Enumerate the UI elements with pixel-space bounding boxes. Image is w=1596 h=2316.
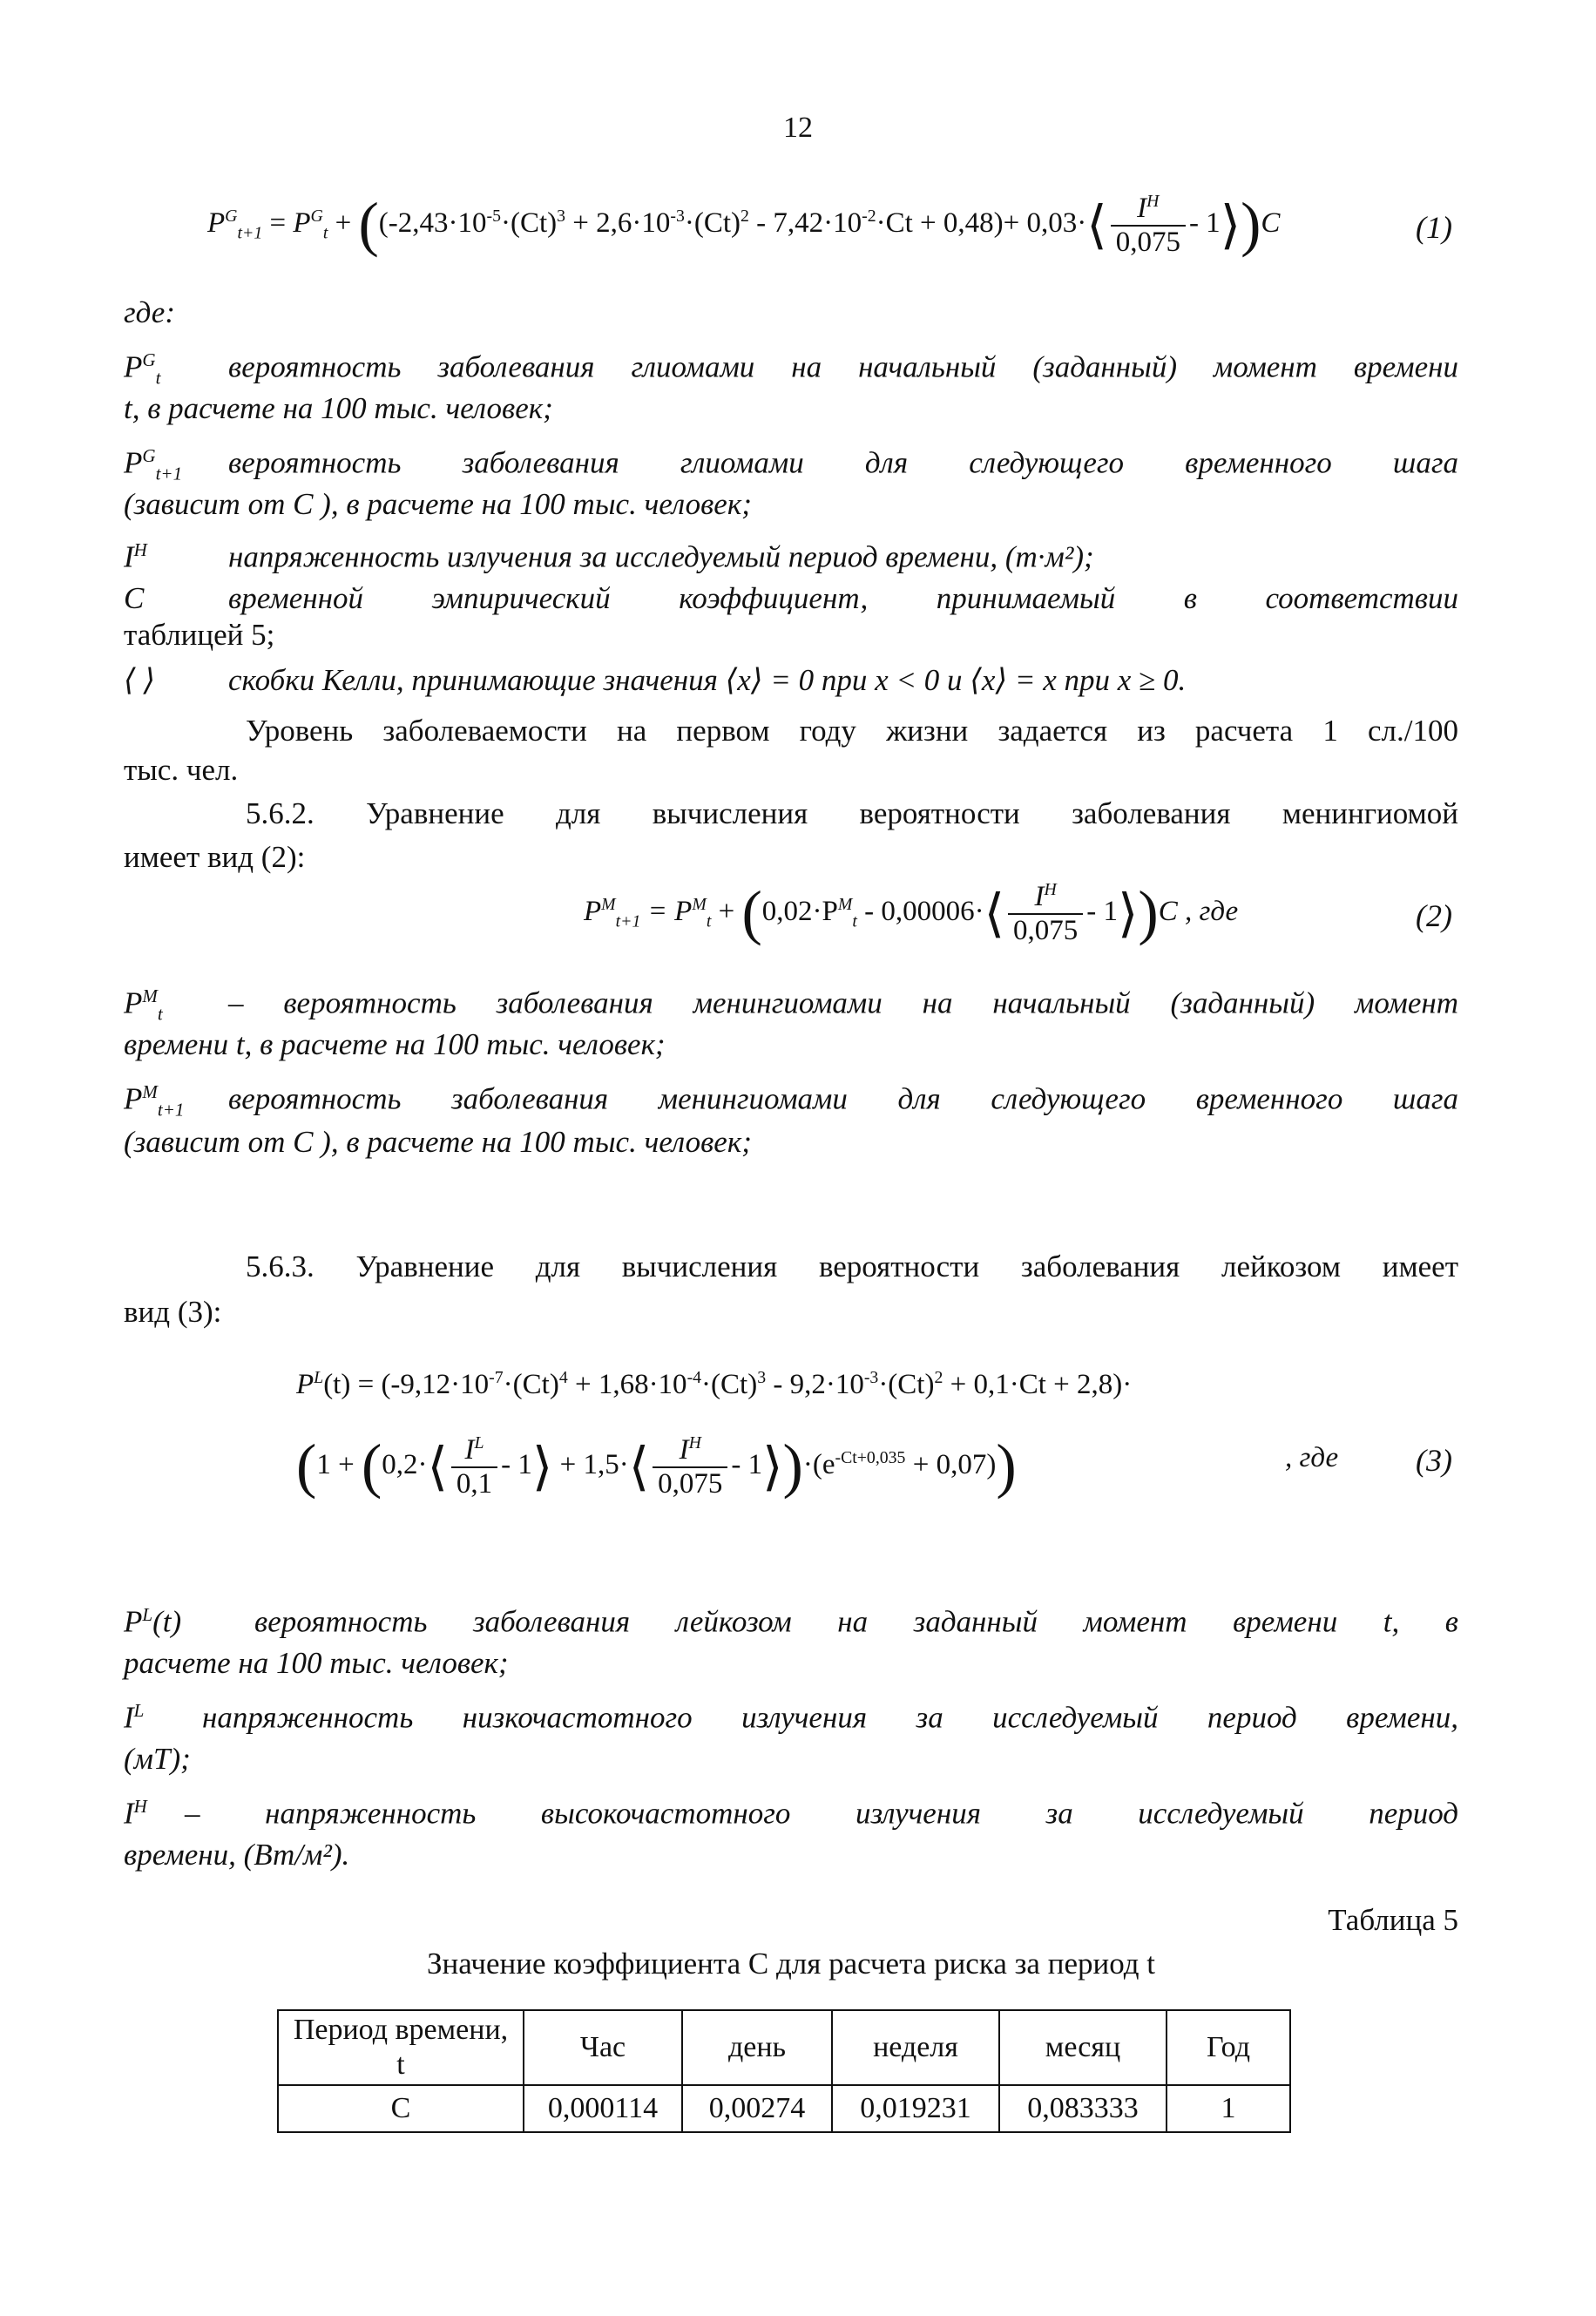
table-header-cell: день	[682, 2010, 832, 2085]
def-pg-t: $P^G_t$ вероятность заболевания глиомами на начальный (заданный) момент времени	[124, 349, 1458, 389]
def-pm-t1-cont: (зависит от C ), в расчете на 100 тыс. человек;	[124, 1125, 752, 1159]
def-c-cont: таблицей 5;	[124, 618, 275, 652]
table-header-cell: Период времени, t	[278, 2010, 524, 2085]
table-header-cell: неделя	[832, 2010, 999, 2085]
def-pg-t1-cont: (зависит от C ), в расчете на 100 тыс. человек;	[124, 487, 752, 521]
table-cell: 1	[1167, 2085, 1290, 2132]
equation-2: $P^M_{t+1} = P^M_t + (0,02\cdot P^M_t$ - 0,00006·⟨ $\frac{I^H}{0,075}$ - 1⟩)C , где	[584, 879, 1239, 947]
section-5-6-2-cont: имеет вид (2):	[124, 840, 306, 874]
def-il: $I^L$ напряженность низкочастотного излучения за исследуемый период времени,	[124, 1700, 1458, 1735]
section-5-6-3-cont: вид (3):	[124, 1295, 222, 1329]
equation-3-line-2: (1 + (0,2·⟨ $\frac{I^L}{0,1}$ - 1⟩ + 1,5·⟨ $\frac{I^H}{0,075}$ - $1⟩)\cdot(e^{-Ct+0,035} + 0,07)$)	[296, 1432, 1017, 1500]
paragraph-level-cont: тыс. чел.	[124, 753, 239, 787]
table-header-cell: Час	[524, 2010, 682, 2085]
equation-3-line-1: $P^L(t) = (-9,12\cdot 10^{-7}\cdot(Ct)^4 + 1,68\cdot 10^{-4}\cdot(Ct)^3 - 9,2\cdot 10^{-3}\cdot(Ct)^2 + 0,1\cdot Ct + 2,8)\cdot$	[296, 1368, 1133, 1400]
table-cell: 0,083333	[999, 2085, 1167, 2132]
def-pm-t: $P^M_t$ – вероятность заболевания менингиомами на начальный (заданный) момент	[124, 985, 1458, 1025]
equation-2-number: (2)	[1416, 898, 1452, 933]
table-header-cell: месяц	[999, 2010, 1167, 2085]
coefficient-table	[277, 2009, 1291, 2133]
equation-3-gde: , где	[1285, 1442, 1339, 1473]
def-ih-2: $I^H$ – напряженность высокочастотного излучения за исследуемый период	[124, 1796, 1458, 1831]
def-pl-cont: расчете на 100 тыс. человек;	[124, 1646, 509, 1680]
section-5-6-2: 5.6.2. Уравнение для вычисления вероятности заболевания менингиомой	[246, 796, 1458, 830]
def-pl: $P^L(t)$ вероятность заболевания лейкозом на заданный момент времени t, в	[124, 1604, 1458, 1639]
table-title: Значение коэффициента C для расчета риска за период t	[426, 1947, 1155, 1981]
def-pg-t1: $P^G_{t+1}$ вероятность заболевания глиомами для следующего временного шага	[124, 445, 1458, 484]
table-cell: 0,019231	[832, 2085, 999, 2132]
equation-1-number: (1)	[1416, 210, 1452, 245]
def-ih: $I^H$ напряженность излучения за исследуемый период времени, (m·м²);	[124, 539, 1094, 574]
def-c: C временной эмпирический коэффициент, принимаемый в соответствии	[124, 581, 1458, 615]
def-kelly: ⟨ ⟩ скобки Келли, принимающие значения ⟨x⟩ = 0 при x < 0 и ⟨x⟩ = x при x ≥ 0.	[124, 663, 1187, 697]
table-row	[278, 2085, 1290, 2132]
def-il-cont: (мТ);	[124, 1742, 191, 1776]
page-number: 12	[783, 112, 813, 144]
paragraph-level: Уровень заболеваемости на первом году жизни задается из расчета 1 сл./100	[246, 714, 1458, 748]
table-header-row	[278, 2010, 1290, 2085]
section-5-6-3: 5.6.3. Уравнение для вычисления вероятности заболевания лейкозом имеет	[246, 1249, 1458, 1283]
table-cell: 0,00274	[682, 2085, 832, 2132]
where-label: где:	[124, 295, 175, 329]
equation-3-number: (3)	[1416, 1443, 1452, 1478]
table-cell: C	[278, 2085, 524, 2132]
table-label: Таблица 5	[1328, 1903, 1458, 1937]
table-header-cell: Год	[1167, 2010, 1290, 2085]
def-pm-t1: $P^M_{t+1}$ вероятность заболевания менингиомами для следующего временного шага	[124, 1081, 1458, 1121]
def-pg-t-cont: t, в расчете на 100 тыс. человек;	[124, 391, 553, 425]
def-ih-2-cont: времени, (Вт/м²).	[124, 1838, 350, 1872]
table-cell: 0,000114	[524, 2085, 682, 2132]
def-pm-t-cont: времени t, в расчете на 100 тыс. человек;	[124, 1027, 666, 1061]
equation-1: $P^G_{t+1} = P^G_t + ((-2,43\cdot 10^{-5}\cdot(Ct)^3 + 2,6\cdot 10^{-3}\cdot(Ct)^2 - 7,42\cdot 10^{-2}\cdot Ct + 0,48)+$ 0,03·⟨ $\frac{I^H}{0,075}$ - 1⟩)C	[207, 191, 1281, 259]
